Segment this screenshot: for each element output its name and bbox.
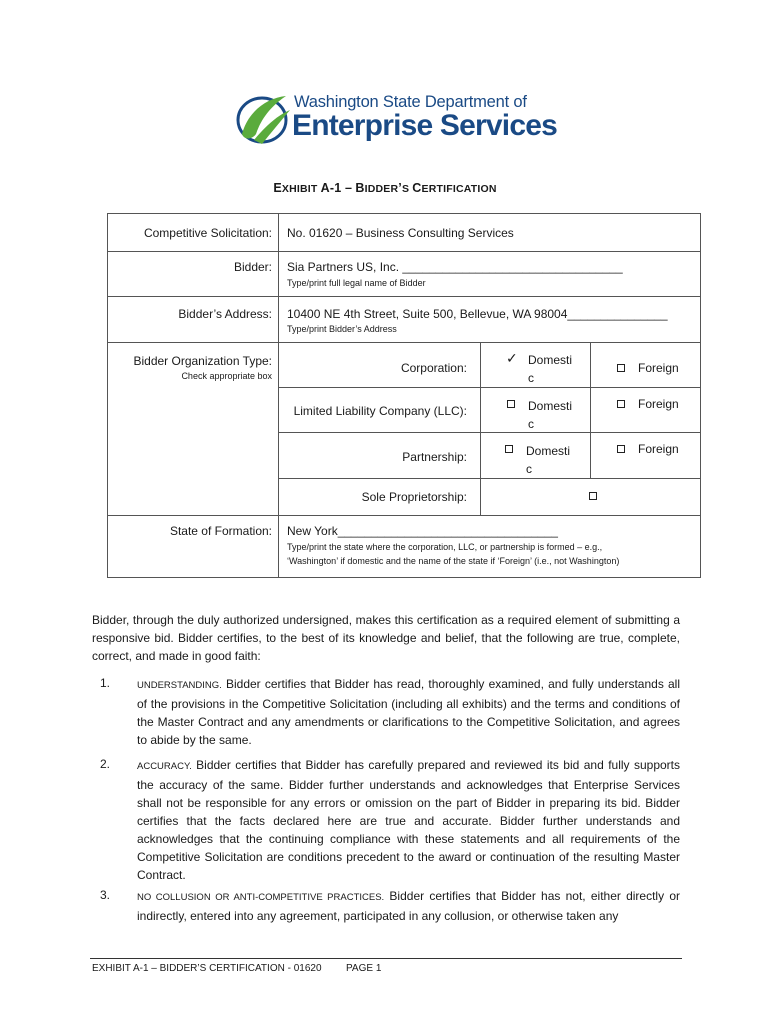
state-of-formation-field[interactable]: New York_________________________________ (287, 524, 558, 538)
partnership-foreign-label: Foreign (638, 442, 679, 456)
footer-divider (90, 958, 682, 959)
corporation-domestic-label: Domesti c (528, 353, 573, 385)
item-number-3: 3. (100, 888, 111, 902)
llc-foreign-checkbox[interactable] (617, 400, 625, 408)
item-understanding: UNDERSTANDING. Bidder certifies that Bidder has read, thoroughly examined, and fully understands all of the provisions in the Competitive Solicitation (including all exhibits) and the terms and conditions of the Master Contract and any amendments or clarifications to the Competitive Solicitation, and agrees to abide by the same. (137, 677, 680, 747)
sole-proprietorship-checkbox[interactable] (589, 492, 597, 500)
bidder-address-field[interactable]: 10400 NE 4th Street, Suite 500, Bellevue, WA 98004_______________ (287, 307, 668, 321)
swoosh-logo-icon (234, 90, 294, 148)
org-type-label: Bidder Organization Type: (133, 354, 272, 368)
sole-proprietorship-label: Sole Proprietorship: (361, 490, 467, 504)
logo-line-2: Enterprise Services (292, 109, 557, 142)
item-no-collusion: NO COLLUSION OR ANTI-COMPETITIVE PRACTICES. Bidder certifies that Bidder has not, either directly or indirectly, entered into any agreement, participated in any collusion, or otherwise taken any (137, 889, 680, 923)
org-type-label-corporation: Corporation: (400, 361, 467, 375)
intro-paragraph: Bidder, through the duly authorized undersigned, makes this certification as a required element of submitting a responsive bid. Bidder certifies, to the best of its knowledge and belief, that the following are true, complete, correct, and made in good faith: (92, 613, 680, 663)
footer-page-number: PAGE 1 (346, 963, 382, 974)
page-title: EXHIBIT A-1 – BIDDER’S CERTIFICATION (273, 181, 497, 195)
bidder-name-field[interactable]: Sia Partners US, Inc. _________________________________ (287, 260, 623, 274)
check-mark-icon[interactable]: ✓ (506, 350, 518, 366)
item-number-1: 1. (100, 676, 111, 690)
logo-line-1: Washington State Department of (294, 93, 527, 111)
state-label: State of Formation: (169, 524, 272, 538)
llc-foreign-label: Foreign (638, 397, 679, 411)
bidder-hint: Type/print full legal name of Bidder (287, 278, 426, 288)
item-accuracy: ACCURACY. Bidder certifies that Bidder has carefully prepared and reviewed its bid and fully supports the accuracy of the same. Bidder further understands and acknowledges that Enterprise Services shall not be responsible for any errors or omission on the part of Bidder in preparing its bid. Bidder certifies that the facts declared here are true and accurate. Bidder further understands and acknowledges that the continuing compliance with these statements and all requirements of the Competitive Solicitation are conditions precedent to the award or continuation of the resulting Master Contract. (137, 758, 680, 882)
item-number-2: 2. (100, 757, 111, 771)
partnership-domestic-label: Domesti c (526, 444, 571, 476)
footer-left: EXHIBIT A-1 – BIDDER’S CERTIFICATION - 01620 (92, 963, 322, 974)
org-type-label-llc: Limited Liability Company (LLC): (293, 404, 467, 418)
state-hint-line-1: Type/print the state where the corporation, LLC, or partnership is formed – e.g., (287, 542, 603, 552)
llc-domestic-checkbox[interactable] (507, 400, 515, 408)
solicitation-label: Competitive Solicitation: (143, 226, 272, 240)
address-hint: Type/print Bidder’s Address (287, 324, 397, 334)
partnership-foreign-checkbox[interactable] (617, 445, 625, 453)
partnership-domestic-checkbox[interactable] (505, 445, 513, 453)
bidder-label: Bidder: (233, 260, 272, 274)
solicitation-value[interactable]: No. 01620 – Business Consulting Services (287, 226, 514, 240)
state-hint-line-2: ‘Washington’ if domestic and the name of the state if ‘Foreign’ (i.e., not Washington) (287, 556, 620, 566)
llc-domestic-label: Domesti c (528, 399, 573, 431)
corporation-foreign-label: Foreign (638, 361, 679, 375)
org-type-hint: Check appropriate box (181, 371, 272, 381)
org-type-label-partnership: Partnership: (402, 450, 467, 464)
corporation-foreign-checkbox[interactable] (617, 364, 625, 372)
address-label: Bidder’s Address: (178, 307, 272, 321)
agency-logo (234, 90, 557, 148)
